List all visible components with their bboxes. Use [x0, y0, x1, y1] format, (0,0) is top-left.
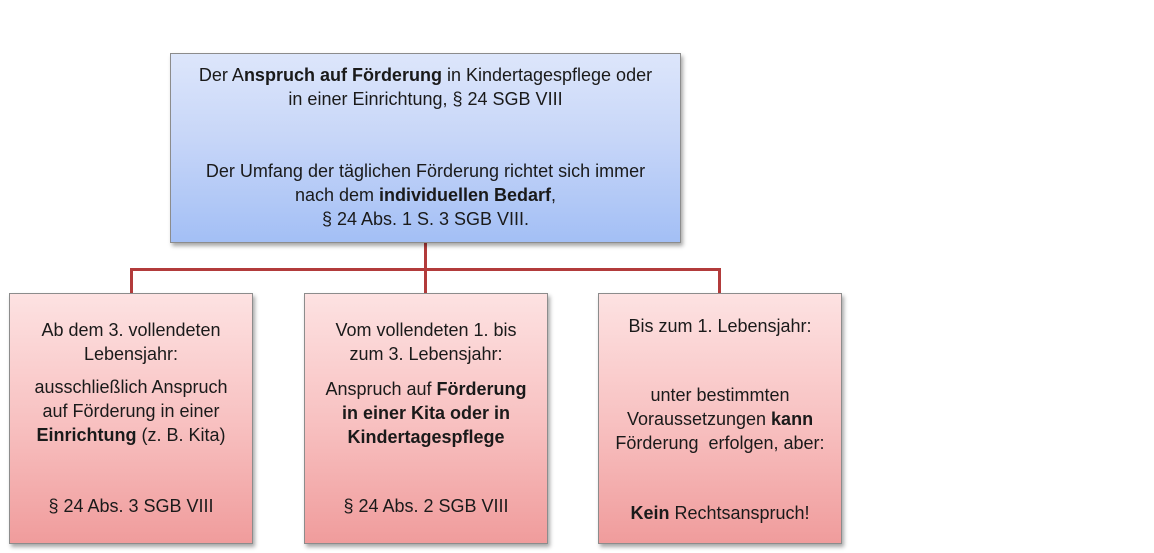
connector-trunk: [424, 243, 427, 269]
node-from-age-3: [9, 293, 253, 544]
right-heading-1: Bis zum 1. Lebensjahr:: [628, 316, 812, 336]
top-line-2: in einer Einrichtung, § 24 SGB VIII: [288, 89, 563, 109]
right-footer: [599, 501, 841, 525]
left-body-1: ausschließlich Anspruch: [34, 377, 228, 397]
node-until-age-1: [598, 293, 842, 544]
connector-middle: [424, 268, 427, 293]
right-body-2-a: Voraussetzungen: [626, 409, 772, 429]
mid-law-reference: § 24 Abs. 2 SGB VIII: [343, 496, 509, 516]
left-body-3: [10, 423, 252, 447]
mid-body-3: [305, 425, 547, 449]
mid-body-1-a: Anspruch auf: [325, 379, 437, 399]
right-body-3: Förderung erfolgen, aber:: [615, 433, 825, 453]
top-line-3: Der Umfang der täglichen Förderung richtet sich immer: [205, 161, 646, 181]
mid-body-2-bold: in einer Kita oder in: [341, 403, 511, 423]
left-heading-2: Lebensjahr:: [83, 344, 179, 364]
top-line-4-a: nach dem: [294, 185, 379, 205]
connector-left: [130, 268, 133, 293]
mid-body-2: [305, 401, 547, 425]
top-line-1: [171, 63, 680, 87]
right-body-2-bold: kann: [771, 409, 814, 429]
node-age-1-to-3: [304, 293, 548, 544]
mid-heading-1: Vom vollendeten 1. bis: [335, 320, 517, 340]
left-body-2: auf Förderung in einer: [42, 401, 220, 421]
connector-right: [718, 268, 721, 293]
left-body-3-bold: Einrichtung: [36, 425, 137, 445]
mid-body-1: [305, 377, 547, 401]
right-body-1: unter bestimmten: [650, 385, 790, 405]
left-law-reference: § 24 Abs. 3 SGB VIII: [48, 496, 214, 516]
top-line-1-c: in Kindertagespflege oder: [441, 65, 653, 85]
mid-body-3-bold: Kindertagespflege: [347, 427, 505, 447]
top-line-5: § 24 Abs. 1 S. 3 SGB VIII.: [321, 209, 530, 229]
top-line-4-c: ,: [551, 185, 557, 205]
top-line-1-bold: nspruch auf Förderung: [243, 65, 442, 85]
right-footer-rest: Rechtsanspruch!: [669, 503, 810, 523]
top-line-4: [171, 183, 680, 207]
mid-heading-2: zum 3. Lebensjahr:: [349, 344, 503, 364]
left-heading-1: Ab dem 3. vollendeten: [41, 320, 221, 340]
left-body-3-rest: (z. B. Kita): [136, 425, 226, 445]
top-line-1-a: Der A: [198, 65, 244, 85]
top-line-4-bold: individuellen Bedarf: [379, 185, 552, 205]
top-node-entitlement: [170, 53, 681, 243]
right-body-2: [599, 407, 841, 431]
right-footer-bold: Kein: [630, 503, 670, 523]
mid-body-1-bold: Förderung: [436, 379, 527, 399]
